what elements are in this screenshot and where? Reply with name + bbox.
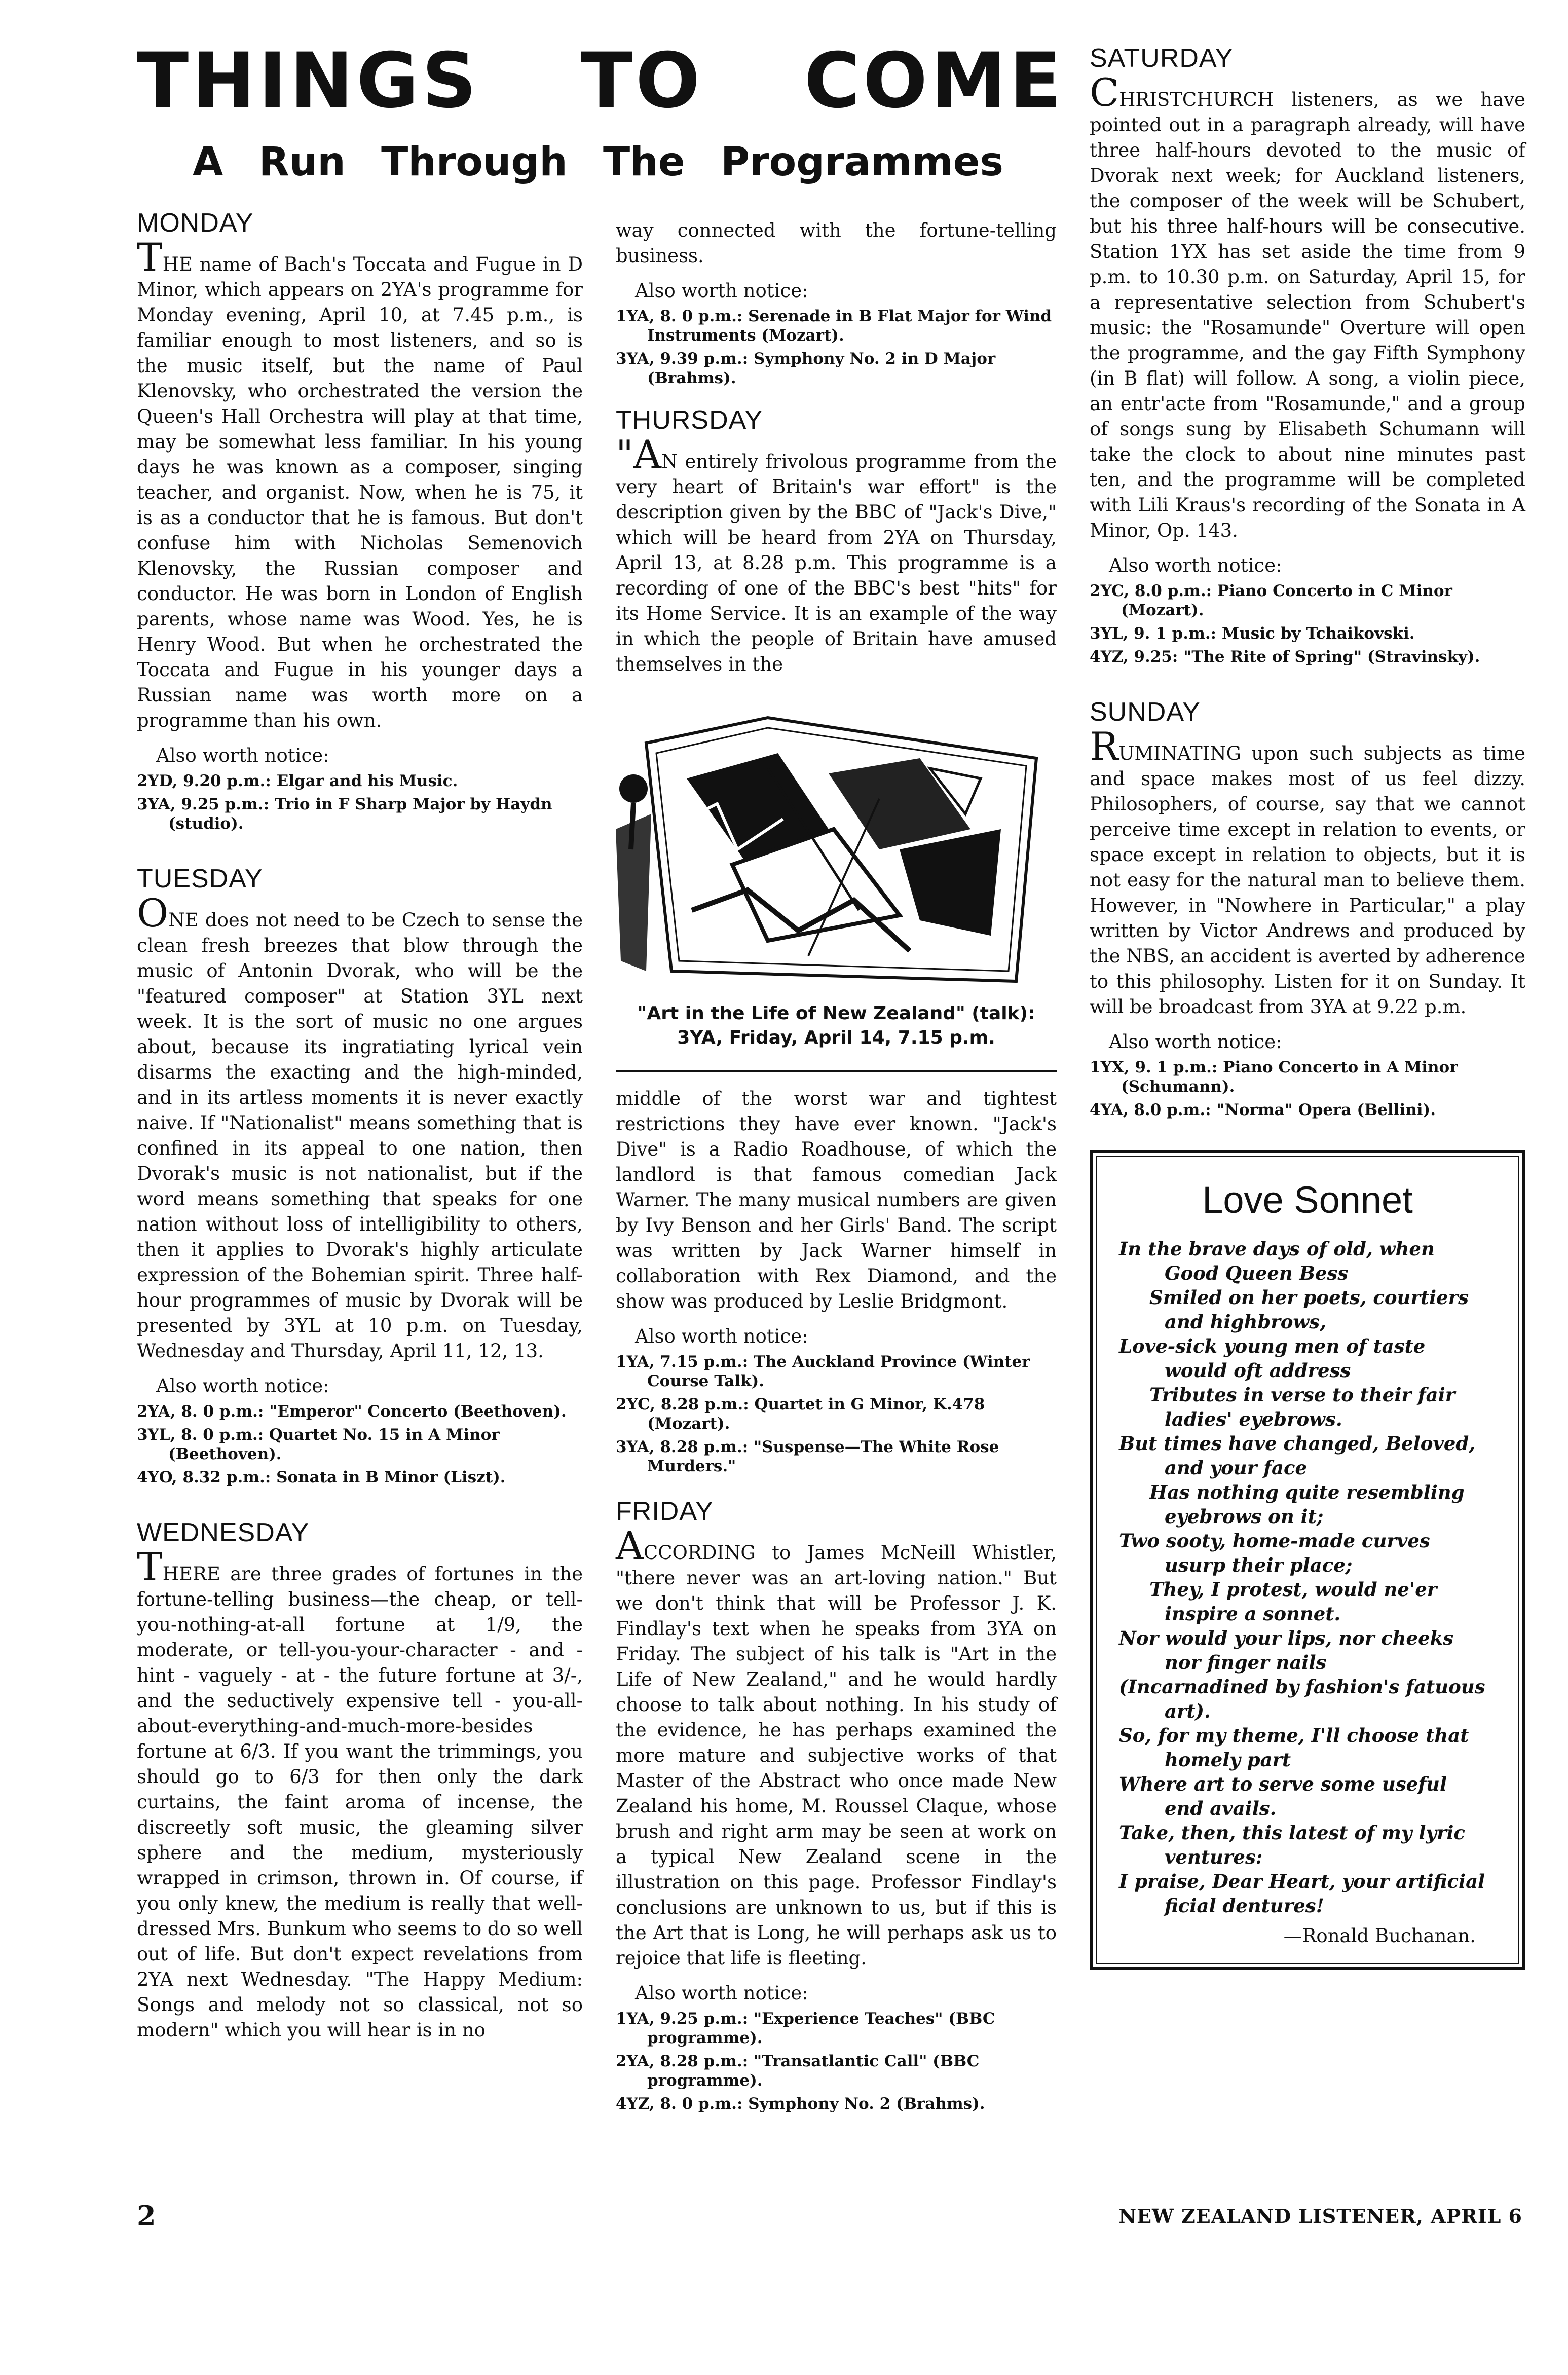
wednesday-notice-heading: Also worth notice:: [635, 280, 808, 302]
friday-body: ACCORDING to James McNeill Whistler, "there never was an art-loving nation." But we don't think that will be Professor J. K. Findlay's text when he speaks from 3YA on Friday. The subject of his talk is "Art in the Life of New Zealand," and he would hardly choose to talk about nothing. In his study of the evidence, he has perhaps examined the more mature and subjective works of that Master of the Abstract who once made New Zealand his home, M. Roussel Claque, whose brush and right arm may be seen at work on a typical New Zealand scene in the illustration on this page. Professor Findlay's conclusions are unknown to us, but if this is the Art that is Long, he will perhaps ask us to rejoice that life is fleeting.: [616, 1523, 1057, 1969]
wednesday-body: THERE are three grades of fortunes in the fortune-telling business—the cheap, or tell-you-nothing-at-all fortune at 1/9, the moderate, or tell-you-your-character - and - hint - vaguely - at - the future fortune at 3/-, and the seductively expensive tell - you-all-about-everything-and-much-more-besides fortune at 6/3. If you want the trimmings, you should go to 6/3 for then only the dark curtains, the faint aroma of incense, the discreetly soft music, the gleaming silver sphere and the medium, mysteriously wrapped in crimson, thrown in. Of course, if you only knew, the medium is really that well-dressed Mrs. Bunkum who seems to do so well out of life. But don't expect revelations from 2YA next Wednesday. "The Happy Medium: Songs and melody not so classical, not so modern" which you will hear is in no: [137, 1544, 583, 2041]
notice-item: 1YA, 7.15 p.m.: The Auckland Province (Winter Course Talk).: [616, 1353, 1030, 1390]
notice-item: 2YC, 8.28 p.m.: Quartet in G Minor, K.478 (Mozart).: [616, 1395, 985, 1433]
poem-line: I praise, Dear Heart, your artificial: [1119, 1870, 1485, 1892]
thursday-article: [616, 432, 1057, 677]
monday-article: [137, 235, 583, 733]
poem-line: inspire a sonnet.: [1165, 1603, 1341, 1625]
subtitle-word: Run: [258, 139, 346, 185]
publication-footer: NEW ZEALAND LISTENER, APRIL 6: [1118, 2205, 1522, 2228]
masthead-subtitle: [193, 137, 1003, 188]
notice-item: 3YL, 8. 0 p.m.: Quartet No. 15 in A Minor (Beethoven).: [137, 1426, 500, 1463]
poem-line: Two sooty, home-made curves: [1119, 1530, 1430, 1552]
poem-line: They, I protest, would ne'er: [1149, 1578, 1437, 1601]
saturday-heading: SATURDAY: [1090, 44, 1234, 73]
title-word: COME: [804, 37, 1064, 125]
notice-item: 2YC, 8.0 p.m.: Piano Concerto in C Minor (Mozart).: [1090, 582, 1452, 619]
poem-line: art).: [1165, 1700, 1211, 1722]
notice-item: 3YA, 8.28 p.m.: "Suspense—The White Rose Murders.": [616, 1438, 999, 1475]
wednesday-continuation: way connected with the fortune-telling business.: [616, 219, 1057, 267]
poem-line: Where art to serve some useful: [1119, 1773, 1447, 1795]
column-right: [1090, 43, 1525, 1970]
friday-notice-heading: Also worth notice:: [635, 1982, 808, 2004]
notice-item: 4YZ, 8. 0 p.m.: Symphony No. 2 (Brahms).: [616, 2095, 985, 2113]
tuesday-heading: TUESDAY: [137, 864, 263, 894]
poem-line: and highbrows,: [1165, 1311, 1326, 1333]
friday-article: [616, 1523, 1057, 1971]
notice-item: 3YA, 9.25 p.m.: Trio in F Sharp Major by Haydn (studio).: [137, 795, 552, 833]
notice-item: 4YO, 8.32 p.m.: Sonata in B Minor (Liszt).: [137, 1468, 506, 1487]
poem-line: In the brave days of old, when: [1119, 1238, 1435, 1260]
column-left: [137, 208, 583, 2043]
poem-line: ficial dentures!: [1165, 1895, 1324, 1917]
thursday-body: "AN entirely frivolous programme from the very heart of Britain's war effort" is the description given by the BBC of "Jack's Dive," which will be heard from 2YA on Thursday, April 13, at 8.28 p.m. This programme is a recording of one of the BBC's best "hits" for its Home Service. It is an example of the way in which the people of Britain have amused themselves in the: [616, 432, 1057, 675]
poem-line: Nor would your lips, nor cheeks: [1119, 1627, 1454, 1649]
notice-item: 4YA, 8.0 p.m.: "Norma" Opera (Bellini).: [1090, 1101, 1436, 1119]
monday-heading: MONDAY: [137, 208, 254, 238]
thursday-notice-heading: Also worth notice:: [635, 1325, 808, 1347]
saturday-body: CHRISTCHURCH listeners, as we have pointed out in a paragraph already, will have three half-hours devoted to the music of Dvorak next week; for Auckland listeners, the composer of the week will be Schubert, but his three half-hours will be consecutive. Station 1YX has set aside the time from 9 p.m. to 10.30 p.m. on Saturday, April 15, for a representative selection from Schubert's music: the "Rosamunde" Overture will open the programme, and the gay Fifth Symphony (in B flat) will follow. A song, a violin piece, an entr'acte from "Rosamunde," and a group of songs sung by Elisabeth Schumann will take the clock to about nine minutes past ten, and the programme will be completed with Lili Kraus's recording of the Sonata in A Minor, Op. 143.: [1090, 70, 1525, 541]
monday-body: THE name of Bach's Toccata and Fugue in D Minor, which appears on 2YA's programme for Monday evening, April 10, at 7.45 p.m., is familiar enough to most listeners, and so is the music itself, but the name of Paul Klenovsky, who orchestrated the version the Queen's Hall Orchestra will play at that time, may be somewhat less familiar. In his young days he was known as a composer, singing teacher, and organist. Now, when he is 75, it is as a conductor that he is famous. But don't confuse him with Nicholas Semenovich Klenovsky, the Russian composer and conductor. He was born in London of English parents, whose name was Wood. Yes, he is Henry Wood. But when he orchestrated the Toccata and Fugue in his younger days a Russian name was worth more on a programme than his own.: [137, 235, 583, 731]
poem-author: —Ronald Buchanan.: [1283, 1925, 1476, 1947]
notice-item: 2YA, 8. 0 p.m.: "Emperor" Concerto (Beethoven).: [137, 1402, 567, 1421]
sunday-notice-heading: Also worth notice:: [1109, 1031, 1282, 1053]
subtitle-word: A: [193, 139, 223, 185]
thursday-continuation: middle of the worst war and tightest restrictions they have ever known. "Jack's Dive" is a Radio Roadhouse, of which the landlord is that famous comedian Jack Warner. The many musical numbers are given by Ivy Benson and her Girls' Band. The script was written by Jack Warner himself in collaboration with Rex Diamond, and the show was produced by Leslie Bridgmont.: [616, 1088, 1057, 1312]
tuesday-article: [137, 890, 583, 1364]
masthead-title: [137, 35, 1064, 127]
tuesday-body: ONE does not need to be Czech to sense the clean fresh breezes that blow through the music of Antonin Dvorak, who will be the "featured composer" at Station 3YL next week. It is the sort of music no one argues about, because its ingratiating lyrical vein disarms the exacting and the high-minded, and in its artless moments it is never exactly naive. If "Nationalist" means something that is confined in its appeal to one nation, then Dvorak's music is not nationalist, but if the word means something that speaks for one nation without loss of intelligibility to others, then it applies to Dvorak's highly articulate expression of the Bohemian spirit. Three half-hour programmes of music by Dvorak will be presented by 3YL at 10 p.m. on Tuesday, Wednesday and Thursday, April 11, 12, 13.: [137, 890, 583, 1362]
poem-line: eyebrows on it;: [1165, 1505, 1324, 1528]
notice-item: 2YD, 9.20 p.m.: Elgar and his Music.: [137, 772, 458, 790]
notice-item: 3YA, 9.39 p.m.: Symphony No. 2 in D Major (Brahms).: [616, 350, 996, 387]
poem-line: So, for my theme, I'll choose that: [1119, 1724, 1469, 1747]
subtitle-word: Through: [381, 139, 568, 185]
wednesday-article: [137, 1544, 583, 2043]
caption-line: 3YA, Friday, April 14, 7.15 p.m.: [677, 1027, 995, 1048]
notice-item: 2YA, 8.28 p.m.: "Transatlantic Call" (BBC programme).: [616, 2052, 980, 2090]
monday-notice-heading: Also worth notice:: [156, 745, 329, 766]
abstract-painting-illustration: [616, 697, 1057, 991]
poem-body: [1119, 1237, 1496, 1918]
poem-line: Take, then, this latest of my lyric: [1119, 1822, 1465, 1844]
illustration: [616, 697, 1057, 991]
notice-item: 1YA, 8. 0 p.m.: Serenade in B Flat Major for Wind Instruments (Mozart).: [616, 307, 1052, 345]
notice-item: 4YZ, 9.25: "The Rite of Spring" (Stravinsky).: [1090, 648, 1480, 666]
sunday-article: [1090, 724, 1525, 1020]
poem-line: Good Queen Bess: [1165, 1262, 1349, 1284]
sunday-heading: SUNDAY: [1090, 697, 1201, 727]
poem-line: nor finger nails: [1165, 1651, 1327, 1674]
poem-line: Smiled on her poets, courtiers: [1149, 1286, 1469, 1309]
poem-line: Tributes in verse to their fair: [1149, 1384, 1455, 1406]
thursday-heading: THURSDAY: [616, 405, 763, 435]
column-middle: [616, 218, 1057, 2118]
subtitle-word: The: [603, 139, 685, 185]
divider: [616, 1070, 1057, 1072]
tuesday-notice-heading: Also worth notice:: [156, 1375, 329, 1397]
subtitle-word: Programmes: [720, 139, 1003, 185]
page-number: 2: [137, 2200, 157, 2232]
poem-line: usurp their place;: [1165, 1554, 1353, 1576]
friday-heading: FRIDAY: [616, 1497, 714, 1526]
poem-line: But times have changed, Beloved,: [1119, 1432, 1476, 1455]
poem-line: ladies' eyebrows.: [1165, 1408, 1342, 1430]
poem-box: [1090, 1150, 1525, 1970]
poem-line: Love-sick young men of taste: [1119, 1335, 1426, 1357]
poem-title: Love Sonnet: [1202, 1179, 1413, 1221]
poem-line: end avails.: [1165, 1797, 1277, 1820]
poem-line: would oft address: [1165, 1359, 1351, 1382]
notice-item: 3YL, 9. 1 p.m.: Music by Tchaikovski.: [1090, 624, 1415, 643]
notice-item: 1YA, 9.25 p.m.: "Experience Teaches" (BBC programme).: [616, 2010, 995, 2047]
poem-line: homely part: [1165, 1749, 1291, 1771]
poem-line: (Incarnadined by fashion's fatuous: [1119, 1676, 1485, 1698]
notice-item: 1YX, 9. 1 p.m.: Piano Concerto in A Minor (Schumann).: [1090, 1058, 1458, 1096]
poem-line: and your face: [1165, 1457, 1308, 1479]
caption-line: "Art in the Life of New Zealand" (talk):: [637, 1003, 1035, 1024]
sunday-body: RUMINATING upon such subjects as time and space makes most of us feel dizzy. Philosophers, of course, say that we cannot perceive time except in relation to events, or space except in relation to objects, but it is not easy for the natural man to believe them. However, in "Nowhere in Particular," a play written by Victor Andrews and produced by the NBS, an accident is averted by adherence to this philosophy. Listen for it on Sunday. It will be broadcast from 3YA at 9.22 p.m.: [1090, 724, 1525, 1018]
poem-line: Has nothing quite resembling: [1149, 1481, 1465, 1503]
title-word: THINGS: [137, 37, 480, 125]
poem-line: ventures:: [1165, 1846, 1263, 1868]
wednesday-heading: WEDNESDAY: [137, 1518, 310, 1547]
title-word: TO: [580, 37, 703, 125]
saturday-article: [1090, 70, 1525, 543]
saturday-notice-heading: Also worth notice:: [1109, 554, 1282, 576]
illustration-caption: [616, 1001, 1057, 1050]
